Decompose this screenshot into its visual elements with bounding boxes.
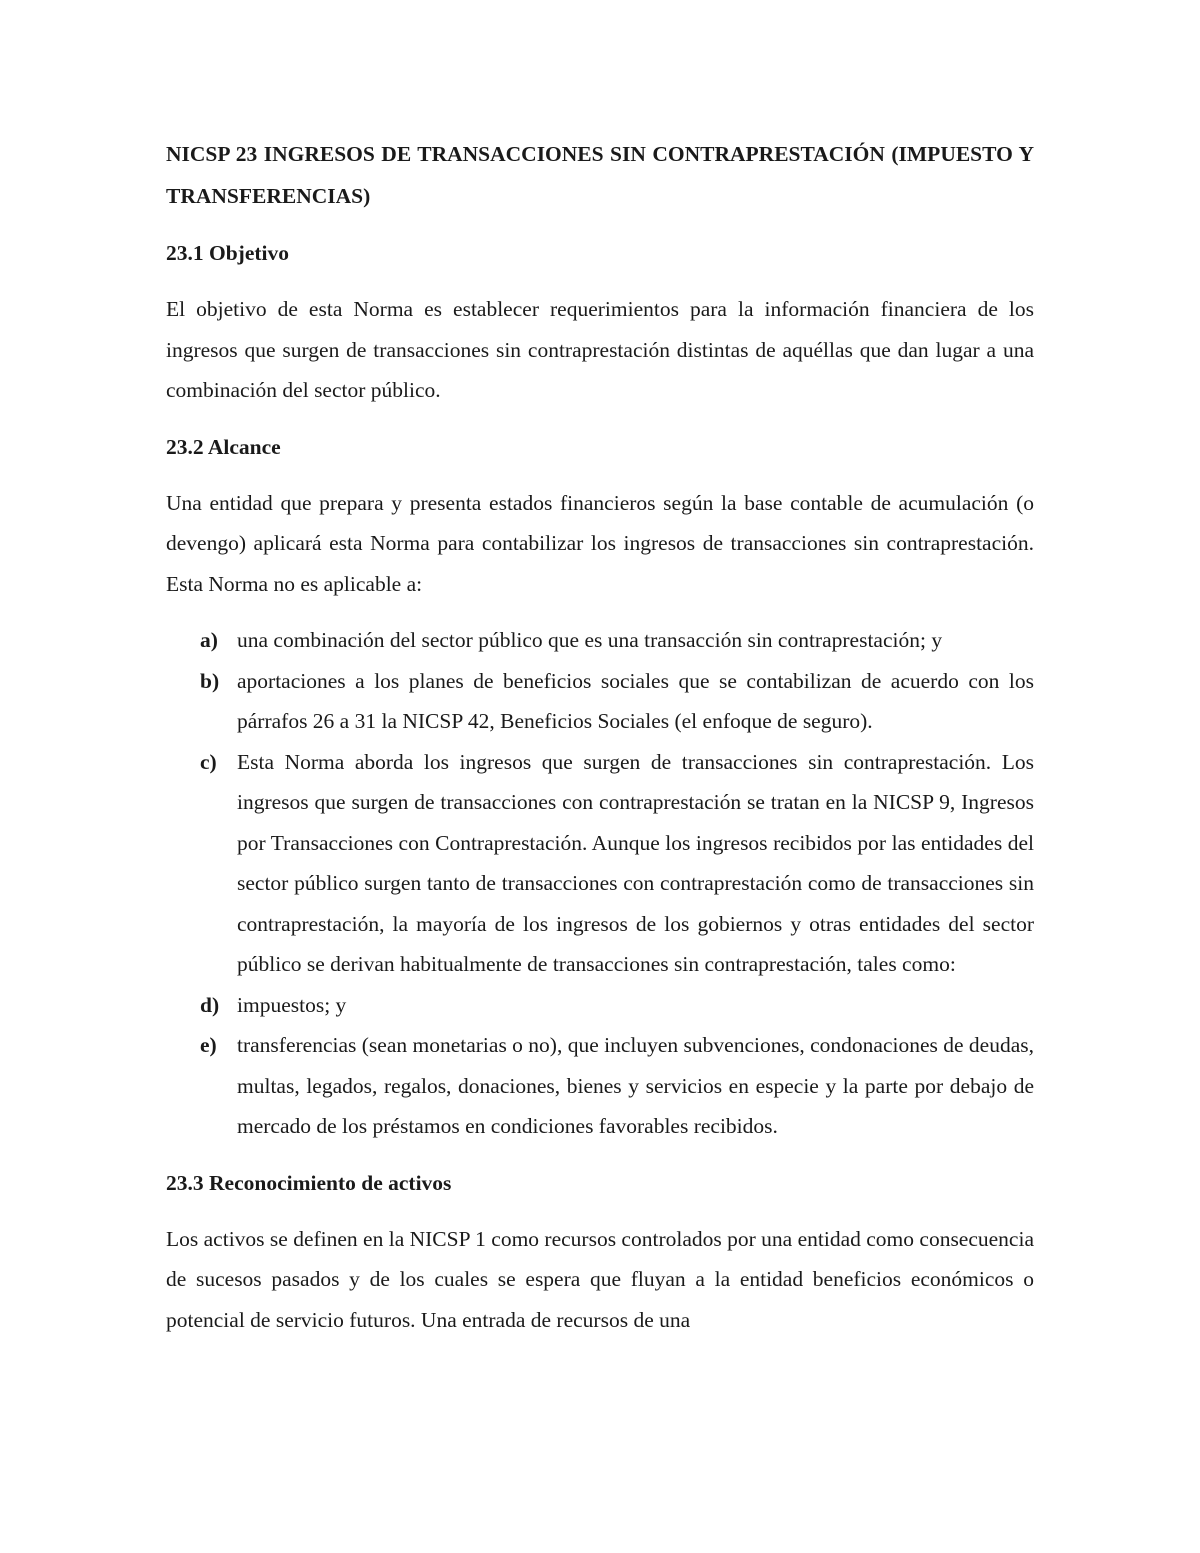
document-page [166,133,1034,1356]
list-item-text: una combinación del sector público que es una transacción sin contraprestación; y [237,628,943,652]
list-item-text: aportaciones a los planes de beneficios sociales que se contabilizan de acuerdo con los párrafos 26 a 31 la NICSP 42, Beneficios Sociales (el enfoque de seguro). [237,668,1034,733]
list-item [166,661,1034,742]
list-item-marker: b) [200,668,220,693]
section-heading-objetivo: 23.1 Objetivo [166,241,290,265]
list-item-marker: e) [200,1033,217,1057]
list-item-marker: a) [200,628,218,652]
section-paragraph-reconocimiento: Los activos se definen en la NICSP 1 como recursos controlados por una entidad como consecuencia de sucesos pasados y de los cuales se espera que fluyan a la entidad beneficios económicos o potencial de servicio futuros. Una entrada de recursos de una [166,1226,1034,1332]
scope-list [166,620,1034,1147]
list-item-marker: c) [200,749,217,774]
list-item-text: impuestos; y [237,992,347,1017]
section-heading-alcance: 23.2 Alcance [166,434,281,459]
list-item-marker: d) [200,992,220,1017]
section-paragraph-objetivo: El objetivo de esta Norma es establecer requerimientos para la información financiera de los ingresos que surgen de transacciones sin contraprestación distintas de aquéllas que dan lugar a una combinación del sector público. [166,297,1034,402]
section-heading-reconocimiento: 23.3 Reconocimiento de activos [166,1170,452,1195]
document-title: NICSP 23 INGRESOS DE TRANSACCIONES SIN CONTRAPRESTACIÓN (IMPUESTO Y TRANSFERENCIAS) [166,142,1034,208]
list-item [166,985,1034,1026]
list-item [166,1025,1034,1147]
list-item-text: Esta Norma aborda los ingresos que surgen de transacciones sin contraprestación. Los ingresos que surgen de transacciones con contraprestación se tratan en la NICSP 9, Ingresos por Transacciones con Contraprestación. Aunque los ingresos recibidos por las entidades del sector público surgen tanto de transacciones con contraprestación como de transacciones sin contraprestación, la mayoría de los ingresos de los gobiernos y otras entidades del sector público se derivan habitualmente de transacciones sin contraprestación, tales como: [237,749,1034,976]
list-item [166,620,1034,661]
section-paragraph-alcance: Una entidad que prepara y presenta estados financieros según la base contable de acumulación (o devengo) aplicará esta Norma para contabilizar los ingresos de transacciones sin contraprestación. Esta Norma no es aplicable a: [166,490,1034,596]
list-item [166,742,1034,985]
list-item-text: transferencias (sean monetarias o no), que incluyen subvenciones, condonaciones de deudas, multas, legados, regalos, donaciones, bienes y servicios en especie y la parte por debajo de mercado de los préstamos en condiciones favorables recibidos. [237,1033,1035,1138]
